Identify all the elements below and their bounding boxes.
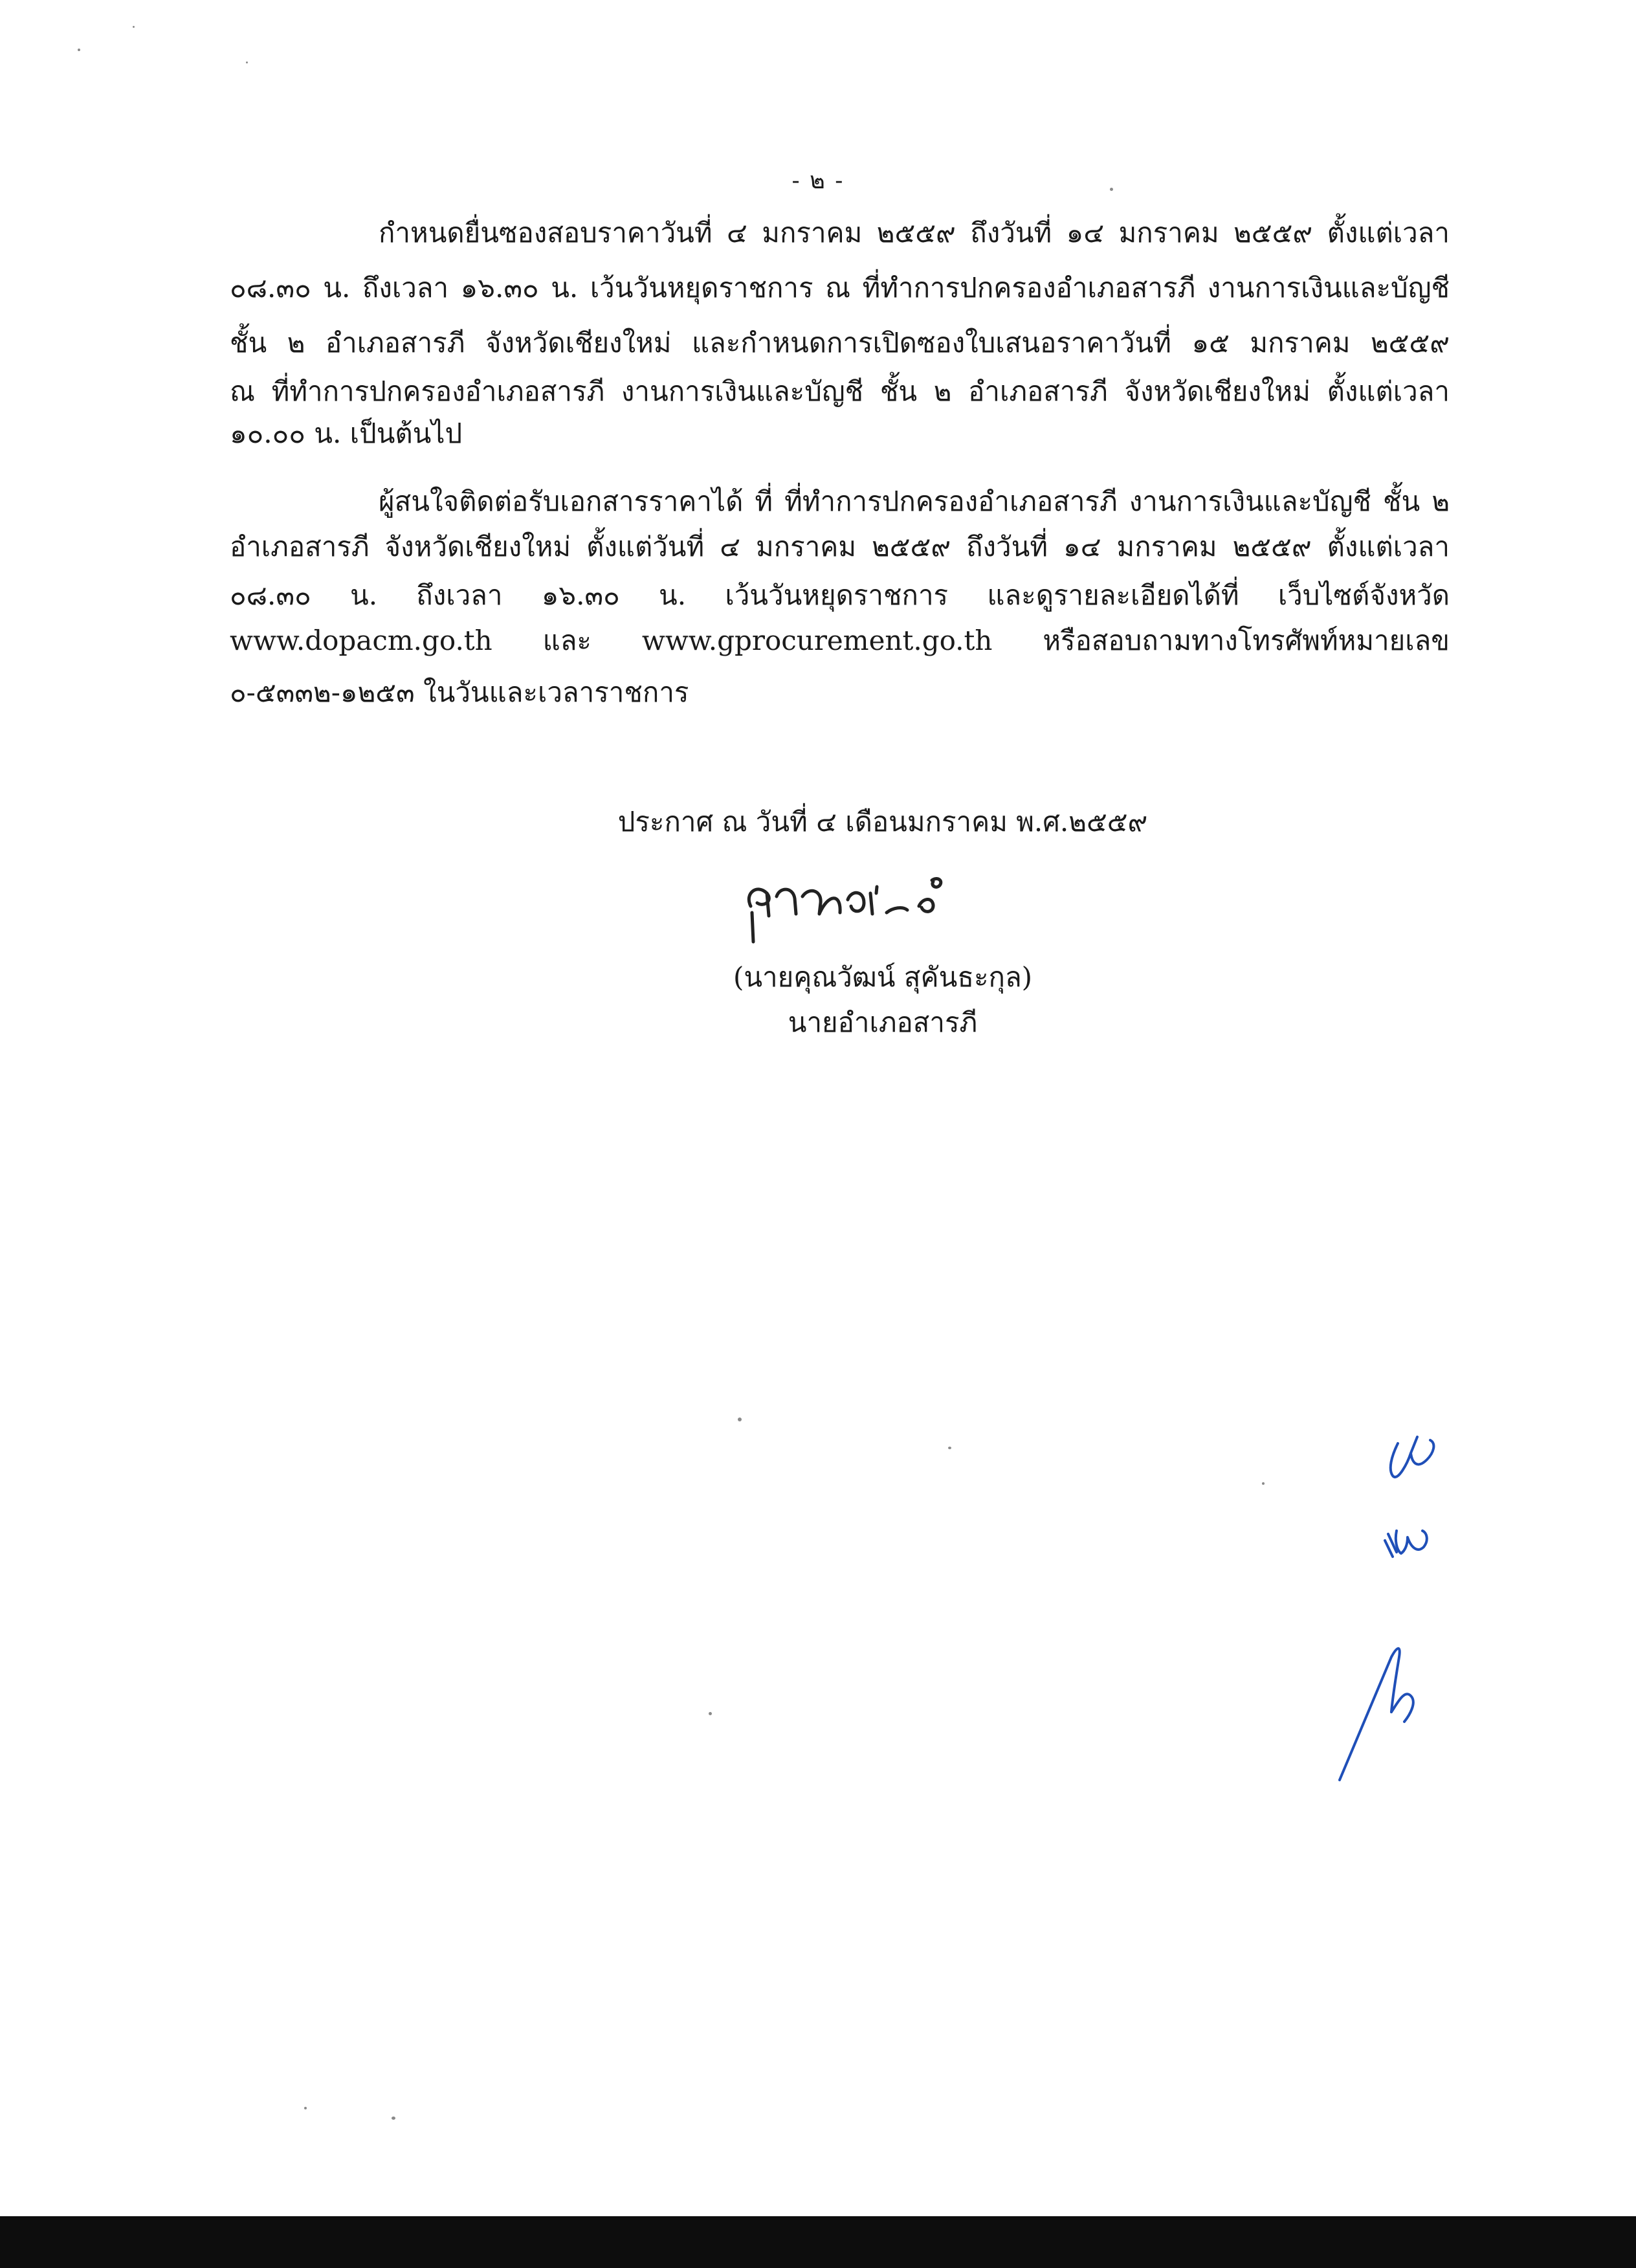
scan-speck xyxy=(1262,1482,1265,1485)
paragraph2-line-1: ผู้สนใจติดต่อรับเอกสารราคาได้ ที่ ที่ทำการปกครองอำเภอสารภี งานการเงินและบัญชี ชั้น ๒ xyxy=(379,485,1450,517)
announcement-date: ประกาศ ณ วันที่ ๔ เดือนมกราคม พ.ศ.๒๕๕๙ xyxy=(617,806,1148,838)
scan-speck xyxy=(948,1447,951,1449)
signature-graphic xyxy=(738,867,958,951)
paragraph1-line-4: ณ ที่ทำการปกครองอำเภอสารภี งานการเงินและบัญชี ชั้น ๒ อำเภอสารภี จังหวัดเชียงใหม่ ตั้งแต่เวลา xyxy=(230,375,1450,407)
scan-speck xyxy=(709,1712,712,1715)
scan-speck xyxy=(1110,188,1113,191)
scan-speck xyxy=(78,49,80,51)
scan-edge-bar xyxy=(0,2216,1636,2268)
scan-speck xyxy=(304,2107,307,2109)
scan-speck xyxy=(392,2117,395,2120)
scan-speck xyxy=(246,61,248,63)
page-number: - ๒ - xyxy=(791,168,845,194)
paragraph2-line-3: ๐๘.๓๐ น. ถึงเวลา ๑๖.๓๐ น. เว้นวันหยุดราชการ และดูรายละเอียดได้ที่ เว็บไซต์จังหวัด xyxy=(230,579,1450,611)
initials-graphic xyxy=(1320,1418,1488,1806)
paragraph1-line-3: ชั้น ๒ อำเภอสารภี จังหวัดเชียงใหม่ และกำหนดการเปิดซองใบเสนอราคาวันที่ ๑๕ มกราคม ๒๕๕๙ xyxy=(230,327,1450,359)
signer-name: (นายคุณวัฒน์ สุคันธะกุล) xyxy=(733,961,1033,993)
paragraph2-line-2: อำเภอสารภี จังหวัดเชียงใหม่ ตั้งแต่วันที่ ๔ มกราคม ๒๕๕๙ ถึงวันที่ ๑๔ มกราคม ๒๕๕๙ ตั้งแต่เวลา xyxy=(230,531,1450,562)
signer-position: นายอำเภอสารภี xyxy=(788,1006,978,1038)
paragraph2-line-5: ๐-๕๓๓๒-๑๒๕๓ ในวันและเวลาราชการ xyxy=(230,676,689,708)
paragraph1-line-1: กำหนดยื่นซองสอบราคาวันที่ ๔ มกราคม ๒๕๕๙ ถึงวันที่ ๑๔ มกราคม ๒๕๕๙ ตั้งแต่เวลา xyxy=(379,217,1450,249)
scan-speck xyxy=(738,1418,742,1421)
handwritten-initials xyxy=(1320,1418,1488,1808)
scan-speck xyxy=(133,26,135,28)
paragraph1-line-2: ๐๘.๓๐ น. ถึงเวลา ๑๖.๓๐ น. เว้นวันหยุดราชการ ณ ที่ทำการปกครองอำเภอสารภี งานการเงินและบัญชี xyxy=(230,272,1450,304)
paragraph2-line-4: www.dopacm.go.th และ www.gprocurement.go.th หรือสอบถามทางโทรศัพท์หมายเลข xyxy=(230,625,1450,656)
paragraph1-line-5: ๑๐.๐๐ น. เป็นต้นไป xyxy=(230,417,463,449)
signature xyxy=(738,867,958,954)
